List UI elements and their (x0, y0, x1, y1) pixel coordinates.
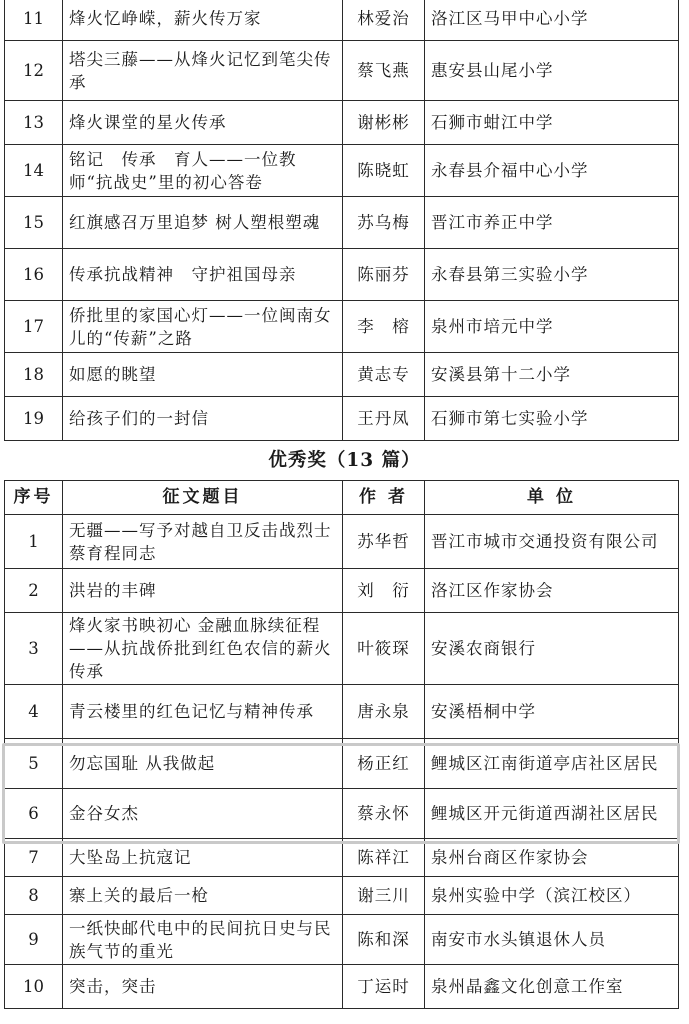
header-num: 序号 (5, 481, 63, 515)
cell-unit: 泉州实验中学（滨江校区） (425, 877, 679, 915)
cell-unit: 永春县介福中心小学 (425, 145, 679, 197)
cell-author: 谢彬彬 (343, 101, 425, 145)
cell-unit: 晋江市养正中学 (425, 197, 679, 249)
table-row (5, 685, 679, 739)
table-row (5, 101, 679, 145)
cell-author: 杨正红 (343, 739, 425, 789)
table-row (5, 353, 679, 397)
cell-author: 黄志专 (343, 353, 425, 397)
cell-num: 2 (5, 569, 63, 613)
cell-unit: 永春县第三实验小学 (425, 249, 679, 301)
cell-title: 传承抗战精神 守护祖国母亲 (63, 249, 343, 301)
cell-author: 蔡永怀 (343, 789, 425, 839)
table-row (5, 397, 679, 441)
cell-title: 一纸快邮代电中的民间抗日史与民族气节的重光 (63, 915, 343, 965)
cell-title: 金谷女杰 (63, 789, 343, 839)
table-row (5, 0, 679, 41)
excellent-award-table (4, 480, 679, 1009)
cell-author: 刘 衍 (343, 569, 425, 613)
cell-title: 无疆——写予对越自卫反击战烈士蔡育程同志 (63, 515, 343, 569)
cell-title: 大坠岛上抗寇记 (63, 839, 343, 877)
table-header-row (5, 481, 679, 515)
table-row (5, 739, 679, 789)
header-author: 作 者 (343, 481, 425, 515)
cell-title: 勿忘国耻 从我做起 (63, 739, 343, 789)
cell-title: 侨批里的家国心灯——一位闽南女儿的“传薪”之路 (63, 301, 343, 353)
section-title: 优秀奖（13 篇） (268, 450, 421, 471)
cell-author: 苏华哲 (343, 515, 425, 569)
cell-author: 陈晓虹 (343, 145, 425, 197)
cell-title: 烽火忆峥嵘，薪火传万家 (63, 0, 343, 41)
table-row (5, 877, 679, 915)
cell-unit: 鲤城区江南街道亭店社区居民 (425, 739, 679, 789)
table-row (5, 965, 679, 1009)
cell-unit: 洛江区作家协会 (425, 569, 679, 613)
cell-unit: 鲤城区开元街道西湖社区居民 (425, 789, 679, 839)
cell-title: 青云楼里的红色记忆与精神传承 (63, 685, 343, 739)
cell-unit: 石狮市第七实验小学 (425, 397, 679, 441)
cell-title: 洪岩的丰碑 (63, 569, 343, 613)
award-table-continued (4, 0, 679, 441)
cell-author: 陈祥江 (343, 839, 425, 877)
cell-num: 6 (5, 789, 63, 839)
cell-author: 陈和深 (343, 915, 425, 965)
cell-author: 唐永泉 (343, 685, 425, 739)
table-row (5, 145, 679, 197)
cell-title: 烽火课堂的星火传承 (63, 101, 343, 145)
cell-num: 4 (5, 685, 63, 739)
cell-title: 铭记 传承 育人——一位教师“抗战史”里的初心答卷 (63, 145, 343, 197)
table-row (5, 515, 679, 569)
cell-num: 15 (5, 197, 63, 249)
table-row (5, 789, 679, 839)
cell-num: 7 (5, 839, 63, 877)
table-row (5, 197, 679, 249)
cell-title: 如愿的眺望 (63, 353, 343, 397)
table-row (5, 915, 679, 965)
cell-title: 寨上关的最后一枪 (63, 877, 343, 915)
award-table-continued-body (5, 0, 679, 441)
cell-author: 谢三川 (343, 877, 425, 915)
cell-unit: 泉州市培元中学 (425, 301, 679, 353)
cell-unit: 泉州台商区作家协会 (425, 839, 679, 877)
cell-unit: 安溪县第十二小学 (425, 353, 679, 397)
cell-unit: 晋江市城市交通投资有限公司 (425, 515, 679, 569)
cell-num: 5 (5, 739, 63, 789)
table-row (5, 613, 679, 685)
cell-author: 叶筱琛 (343, 613, 425, 685)
cell-num: 13 (5, 101, 63, 145)
cell-num: 11 (5, 0, 63, 41)
cell-author: 蔡飞燕 (343, 41, 425, 101)
cell-unit: 惠安县山尾小学 (425, 41, 679, 101)
cell-num: 1 (5, 515, 63, 569)
table-row (5, 839, 679, 877)
excellent-award-table-body (5, 515, 679, 1009)
cell-author: 丁运时 (343, 965, 425, 1009)
cell-num: 16 (5, 249, 63, 301)
cell-unit: 南安市水头镇退休人员 (425, 915, 679, 965)
cell-author: 苏乌梅 (343, 197, 425, 249)
cell-num: 19 (5, 397, 63, 441)
cell-num: 17 (5, 301, 63, 353)
cell-author: 林爱治 (343, 0, 425, 41)
cell-num: 3 (5, 613, 63, 685)
cell-title: 红旗感召万里追梦 树人塑根塑魂 (63, 197, 343, 249)
cell-unit: 安溪农商银行 (425, 613, 679, 685)
cell-num: 18 (5, 353, 63, 397)
cell-unit: 洛江区马甲中心小学 (425, 0, 679, 41)
table-row (5, 569, 679, 613)
table-row (5, 301, 679, 353)
cell-num: 12 (5, 41, 63, 101)
cell-unit: 安溪梧桐中学 (425, 685, 679, 739)
cell-title: 烽火家书映初心 金融血脉续征程——从抗战侨批到红色农信的薪火传承 (63, 613, 343, 685)
cell-author: 李 榕 (343, 301, 425, 353)
table-row (5, 41, 679, 101)
cell-author: 陈丽芬 (343, 249, 425, 301)
cell-num: 14 (5, 145, 63, 197)
cell-title: 塔尖三藤——从烽火记忆到笔尖传承 (63, 41, 343, 101)
header-title: 征文题目 (63, 481, 343, 515)
cell-title: 突击，突击 (63, 965, 343, 1009)
cell-unit: 石狮市蚶江中学 (425, 101, 679, 145)
table-row (5, 249, 679, 301)
cell-num: 10 (5, 965, 63, 1009)
cell-title: 给孩子们的一封信 (63, 397, 343, 441)
cell-num: 9 (5, 915, 63, 965)
cell-num: 8 (5, 877, 63, 915)
header-unit: 单 位 (425, 481, 679, 515)
cell-unit: 泉州晶鑫文化创意工作室 (425, 965, 679, 1009)
cell-author: 王丹凤 (343, 397, 425, 441)
